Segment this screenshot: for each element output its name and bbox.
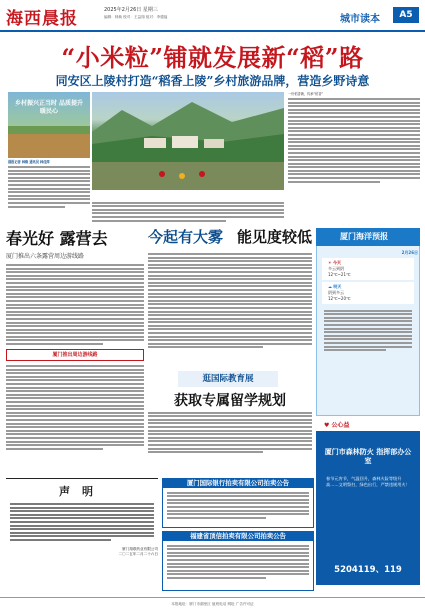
auction-2-body <box>163 541 313 583</box>
lead-right-intro: 一份稻香碗，传承“稻香” <box>288 92 324 96</box>
today-label: 今天 <box>333 260 341 265</box>
auction-1-head: 厦门国际银行拍卖有限公司拍卖公告 <box>163 479 313 488</box>
camping-body-2 <box>6 365 144 450</box>
fog-body <box>148 253 312 348</box>
lead-article-left <box>8 160 90 209</box>
weather-title <box>316 228 420 246</box>
weather-rows <box>318 250 418 355</box>
lead-article-right <box>288 92 420 184</box>
headline: “小米粒”铺就发展新“稻”路 <box>61 43 364 72</box>
poster-label: 乡村振兴正当时 品质提升暖民心 <box>14 100 84 115</box>
camping-subtitle: 厦门推出六条露营周边游线路 <box>6 253 85 260</box>
heart-icon: ♥ <box>324 422 332 429</box>
edu-tag: 逛国际教育展 <box>178 371 278 387</box>
camping-title: 春光好 露营去 <box>6 229 108 248</box>
today-desc: 多云到阴 <box>328 266 344 271</box>
auction-2-head: 福建省顶信拍卖有限公司拍卖公告 <box>163 532 313 541</box>
fog-title-2: 能见度较低 <box>236 228 312 246</box>
lead-article-mid <box>92 200 284 223</box>
cloud-icon: ☁ <box>328 284 332 289</box>
auction-1-body <box>163 488 313 522</box>
date-line: 2025年2月26日 星期三 <box>104 7 158 13</box>
tomorrow-temp: 12℃~20℃ <box>328 296 351 301</box>
auction-notice-1 <box>162 478 314 528</box>
weather-tomorrow <box>322 282 414 304</box>
notice-title: 声明 <box>59 485 105 498</box>
camping-body <box>6 264 144 345</box>
notice-box <box>6 478 158 596</box>
weather-today <box>322 258 414 280</box>
sun-icon: ☀ <box>328 260 332 265</box>
village-landscape <box>92 92 284 190</box>
fire-body: 春节元宵节，气温回升，森林火险等级升高……文明祭扫，绿色出行，严禁违规用火！ <box>326 476 410 487</box>
public-welfare-label <box>316 420 420 432</box>
page-footer: 本报地址：厦门市湖里区 值班电话 网址 广告许可证 <box>0 597 425 611</box>
camping-article <box>6 226 144 451</box>
page-number: A5 <box>393 7 419 23</box>
auction-notice-2 <box>162 531 314 591</box>
weather-date: 2月26日 <box>401 250 418 255</box>
section-name: 城市读本 <box>340 14 380 25</box>
weather-detail <box>318 306 418 355</box>
fire-title: 厦门市森林防火 指挥部办公室 <box>324 448 412 465</box>
fire-prevention-ad <box>316 420 420 585</box>
tomorrow-label: 明天 <box>333 284 342 289</box>
fire-phone: 5204119、119 <box>334 565 402 575</box>
today-temp: 12℃~21℃ <box>328 272 351 277</box>
notice-date: 二〇二五年二月二十六日 <box>118 551 158 556</box>
fog-title-1: 今起有大雾 <box>148 228 224 246</box>
masthead-logo: 海西晨报 <box>6 9 78 29</box>
camping-box-label: 厦门推出周边游线路 <box>6 349 144 361</box>
public-welfare-text: 公心益 <box>331 422 350 429</box>
village-photo <box>92 92 284 190</box>
issue-line: 编辑：林焕 校对：王益翔 组对：李德福 <box>104 15 168 19</box>
weather-title-text: 厦门海洋预报 <box>340 232 388 241</box>
lead-byline: 晨报记者 林焕 通讯员 林佳萍 <box>8 160 50 164</box>
subheadline: 同安区上陵村打造“稻香上陵”乡村旅游品牌，营造乡野诗意 <box>55 74 370 88</box>
tomorrow-desc: 阴到多云 <box>328 290 344 295</box>
fog-article <box>148 226 312 350</box>
edu-subtitle: 获取专属留学规划 <box>174 393 286 409</box>
edu-body <box>148 410 312 455</box>
notice-body <box>6 503 158 541</box>
notice-signer: 厦门翔联药业有限公司 <box>122 546 158 551</box>
notice-signature <box>6 547 158 557</box>
